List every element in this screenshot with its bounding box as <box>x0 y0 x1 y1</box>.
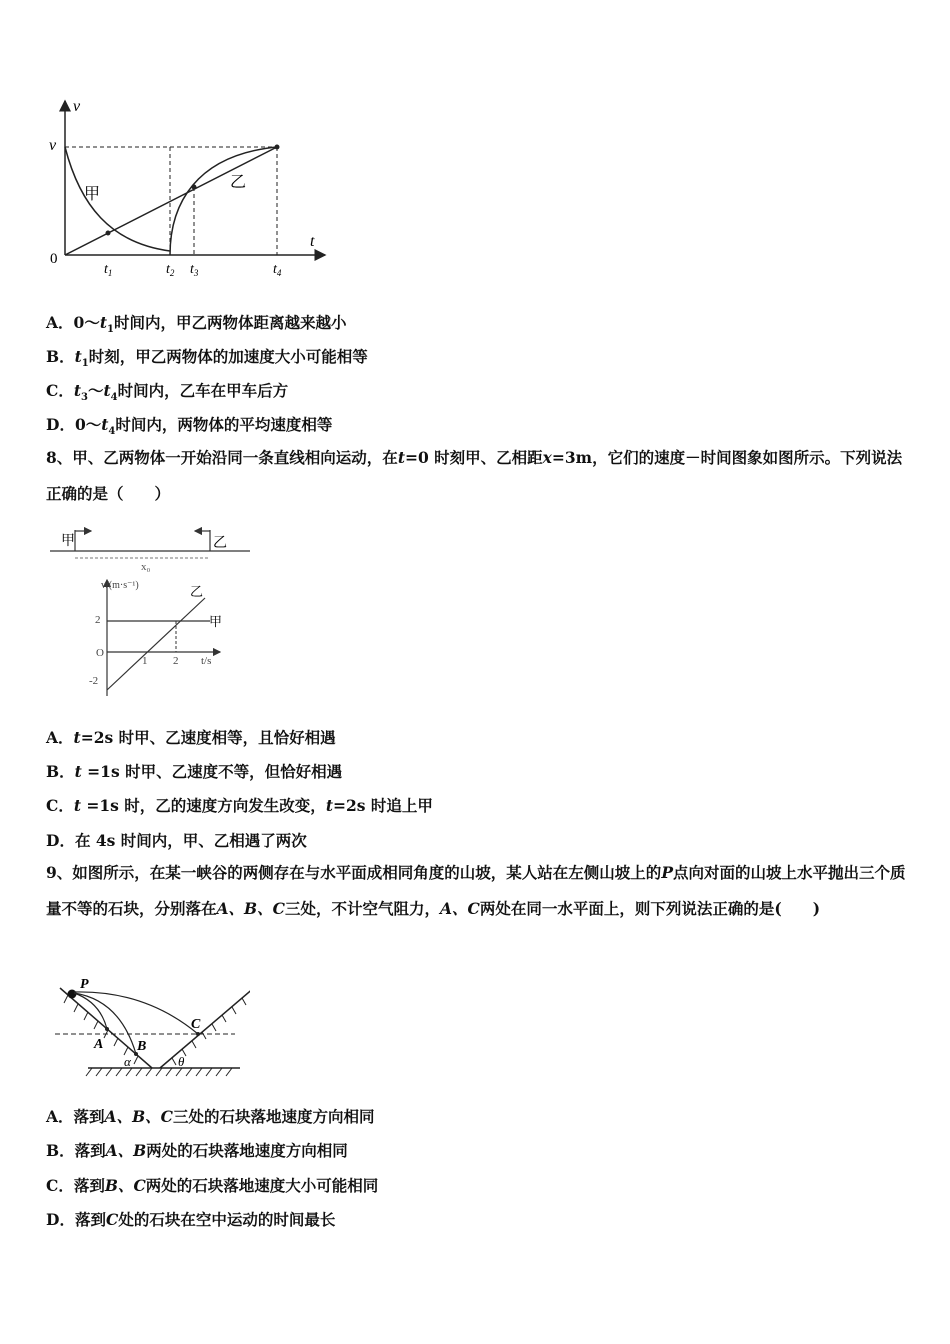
q9-stem: 9、如图所示，在某一峡谷的两侧存在与水平面成相同角度的山坡，某人站在左侧山坡上的P点向对面的山坡上水平抛出三个质量不等的石块，分别落在A、B、C三处，不计空气阻力，A、C两处在同一水平面上，则下列说法正确的是( ) <box>46 863 906 918</box>
yi-label: 乙 <box>230 174 247 191</box>
jia-label: 甲 <box>61 534 75 549</box>
jia-graph-label: 甲 <box>209 614 223 629</box>
q7-option-b: B．$t_1$时刻，甲乙两物体的加速度大小可能相等 <box>46 347 368 370</box>
origin-label: O <box>96 647 104 659</box>
yi-curve <box>170 147 277 255</box>
point-t3 <box>192 185 197 190</box>
tick-t2: $t_2$ <box>166 262 175 278</box>
q8-option-a: A．t=2s 时甲、乙速度相等，且恰好相遇 <box>46 728 336 747</box>
label-c: C <box>191 1017 201 1032</box>
q8-option-c: C．t =1s 时，乙的速度方向发生改变，t=2s 时追上甲 <box>46 796 433 815</box>
t-axis-label: t <box>310 233 315 250</box>
point-t1 <box>106 231 111 236</box>
x0-label: x₀ <box>141 561 151 573</box>
q7-vt-graph <box>40 95 340 285</box>
jia-curve <box>65 147 170 251</box>
q8-option-d: D．在 4s 时间内，甲、乙相遇了两次 <box>46 831 307 850</box>
tick-t1: $t_1$ <box>104 262 113 278</box>
origin-label: 0 <box>50 251 58 267</box>
q9-valley-figure <box>50 972 250 1082</box>
yi-label: 乙 <box>213 536 227 551</box>
q9-option-d: D．落到C处的石块在空中运动的时间最长 <box>46 1210 336 1229</box>
q7-option-c: C．$t_3\sim t_4$时间内，乙车在甲车后方 <box>46 381 289 404</box>
ground-hatching <box>86 1068 232 1076</box>
q7-option-a: A．$0\sim t_1$时间内，甲乙两物体距离越来越小 <box>46 313 347 336</box>
point-t4 <box>275 145 280 150</box>
yi-line <box>107 598 205 690</box>
v-axis-label: v/(m·s⁻¹) <box>101 580 139 591</box>
y-tick-neg2: -2 <box>89 675 99 687</box>
jia-label: 甲 <box>84 186 101 203</box>
q8-stem: 8、甲、乙两物体一开始沿同一条直线相向运动，在t=0 时刻甲、乙相距x=3m，它们的速度－时间图象如图所示。下列说法正确的是（ ） <box>46 448 903 503</box>
label-alpha: α <box>124 1054 131 1069</box>
point-a <box>105 1027 109 1031</box>
tick-t3: $t_3$ <box>190 262 199 278</box>
q9-option-a: A．落到A、B、C三处的石块落地速度方向相同 <box>46 1107 375 1126</box>
q8-option-b: B．t =1s 时甲、乙速度不等，但恰好相遇 <box>46 762 343 781</box>
v-mark: v <box>49 137 57 154</box>
q7-option-d: D．$0\sim t_4$时间内，两物体的平均速度相等 <box>46 415 333 438</box>
x-tick-2: 2 <box>173 655 179 667</box>
point-c <box>196 1032 200 1036</box>
q9-option-c: C．落到B、C两处的石块落地速度大小可能相同 <box>46 1176 379 1195</box>
tick-t4: $t_4$ <box>273 262 282 278</box>
label-b: B <box>137 1039 147 1054</box>
t-axis-label: t/s <box>201 655 212 667</box>
q8-figure <box>45 520 265 700</box>
yi-graph-label: 乙 <box>190 584 204 599</box>
right-slope <box>160 987 250 1068</box>
label-p: P <box>80 977 89 992</box>
x-tick-1: 1 <box>142 655 148 667</box>
q9-option-b: B．落到A、B两处的石块落地速度方向相同 <box>46 1141 348 1160</box>
label-a: A <box>94 1037 104 1052</box>
label-theta: θ <box>178 1054 185 1069</box>
v-axis-label: v <box>73 98 81 115</box>
y-tick-2: 2 <box>95 614 101 626</box>
